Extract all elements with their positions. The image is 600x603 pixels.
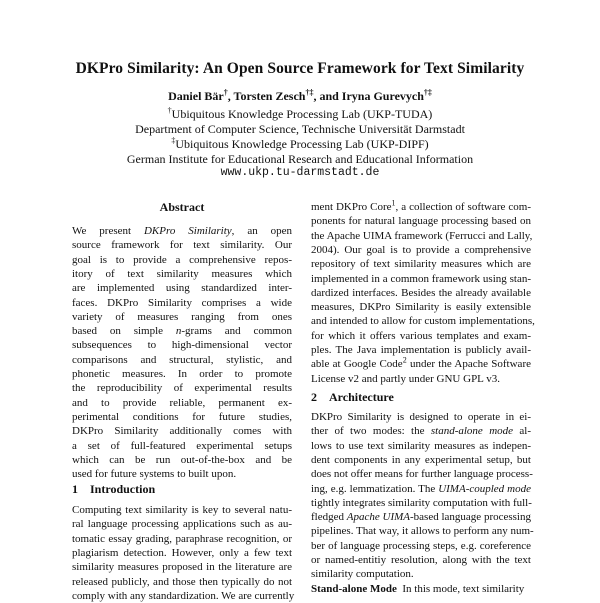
- text-line: which can be run out-of-the-box and be: [72, 453, 292, 466]
- text-line: perimental conditions for future studies,: [72, 410, 292, 423]
- text-line: 2004). Our goal is to provide a comprehensive: [311, 243, 531, 256]
- text-line: itory of text similarity measures which: [72, 267, 292, 280]
- lab-url[interactable]: www.ukp.tu-darmstadt.de: [220, 166, 380, 179]
- text-line: for which it offers various templates and exam-: [311, 329, 531, 342]
- text-line: measures, DKPro Similarity is easily extensible: [311, 301, 531, 314]
- text-line: subsequences to high-dimensional vector: [72, 339, 292, 352]
- text-line: able at Google Code$^2$ under the Apache Software: [311, 355, 531, 371]
- text-line: goal is to provide a comprehensive repos-: [72, 253, 292, 266]
- text-line: are implemented using standardized inter-: [72, 282, 292, 295]
- text-line: ing, e.g. lemmatization. The UIMA-coupled mode: [311, 482, 531, 495]
- text-line: the reproducibility of experimental results: [72, 382, 292, 395]
- text-line: ther of two modes: the stand-alone mode al-: [311, 425, 532, 438]
- affiliation-4: German Institute for Educational Research and Educational Information: [126, 152, 474, 166]
- text-line: lows to use text similarity measures as indepen-: [311, 439, 531, 452]
- text-line: phonetic measures. In order to promote: [72, 368, 292, 380]
- text-line: implemented in a common framework using stan-: [311, 272, 531, 285]
- section-2-heading: 2 Architecture: [311, 390, 394, 404]
- paper-title: DKPro Similarity: An Open Source Framework for Text Similarity: [75, 60, 525, 77]
- text-line: based on simple n-grams and common: [72, 325, 292, 338]
- text-line: ponents for natural language processing based on: [311, 215, 531, 228]
- text-line: ment DKPro Core$^1$, a collection of software com-: [311, 198, 532, 213]
- author-2: Torsten Zesch†‡: [233, 88, 314, 103]
- text-line: tightly integrates similarity computation with full-: [311, 496, 532, 509]
- text-line: pipelines. That way, it allows to perform any num-: [311, 525, 534, 538]
- text-line: comparisons and structural, stylistic, and: [72, 353, 292, 366]
- author-3: and Iryna Gurevych†‡: [319, 88, 432, 103]
- author-list: Daniel Bär†, Torsten Zesch†‡, and Iryna Gurevych†‡: [168, 88, 432, 103]
- affiliation-1: †Ubiquitous Knowledge Processing Lab (UKP-TUDA): [167, 106, 433, 121]
- author-1: Daniel Bär†: [168, 88, 228, 103]
- affiliation-3: ‡Ubiquitous Knowledge Processing Lab (UKP-DIPF): [171, 136, 429, 151]
- text-line: used for future systems to built upon.: [72, 468, 237, 481]
- text-line: and intended to allow for custom implementations,: [311, 315, 535, 328]
- text-line: similarity measures proposed in the literature are: [72, 561, 292, 574]
- text-line: does not offer means for further language process-: [311, 468, 533, 481]
- text-line: and to provide reliable, permanent ex-: [72, 396, 292, 409]
- text-line: variety of measures ranging from ones: [72, 310, 292, 323]
- text-line: DKPro Similarity is designed to operate in ei-: [311, 411, 531, 423]
- section-1-heading: 1 Introduction: [72, 482, 156, 496]
- text-line: Computing text similarity is key to several natu-: [72, 504, 292, 516]
- text-line: ples. The Java implementation is publicly avail-: [311, 344, 531, 356]
- text-line: dardized interfaces. Besides the already available: [311, 286, 531, 299]
- text-line: the Apache UIMA framework (Ferrucci and Lally,: [311, 229, 533, 242]
- text-line: a set of full-featured experimental setups: [72, 439, 292, 452]
- text-line: tomatic essay grading, paraphrase recognition, or: [72, 532, 292, 545]
- text-line: source framework for text similarity. Our: [72, 239, 292, 252]
- text-line: DKPro Similarity additionally comes with: [72, 425, 292, 438]
- standalone-mode-paragraph: Stand-alone Mode In this mode, text similarity: [311, 583, 525, 595]
- text-line: similarity computation.: [311, 568, 414, 581]
- text-line: plagiarism detection. However, only a few text: [72, 546, 292, 559]
- standalone-mode-heading: Stand-alone Mode: [311, 583, 397, 595]
- text-line: faces. DKPro Similarity comprises a wide: [72, 296, 292, 309]
- text-line: repository of text similarity measures which are: [311, 258, 531, 271]
- text-line: ber of language processing steps, e.g. coreference: [311, 539, 531, 552]
- text-line: dent components in any experimental setup, but: [311, 453, 531, 466]
- text-line: comply with any standardization. We are currently: [72, 589, 295, 602]
- text-line: fledged Apache UIMA-based language processing: [311, 511, 531, 524]
- affiliation-2: Department of Computer Science, Technische Universität Darmstadt: [135, 122, 465, 136]
- abstract-heading: Abstract: [159, 200, 205, 214]
- text-line: We present DKPro Similarity, an open: [72, 225, 293, 237]
- text-line: or named-entitiy resolution, along with the text: [311, 554, 531, 566]
- text-line: released publicly, and those then typically do not: [72, 575, 292, 588]
- text-line: License v2 and partly under GNU GPL v3.: [311, 372, 500, 385]
- text-line: ral language processing applications such as au-: [72, 518, 292, 531]
